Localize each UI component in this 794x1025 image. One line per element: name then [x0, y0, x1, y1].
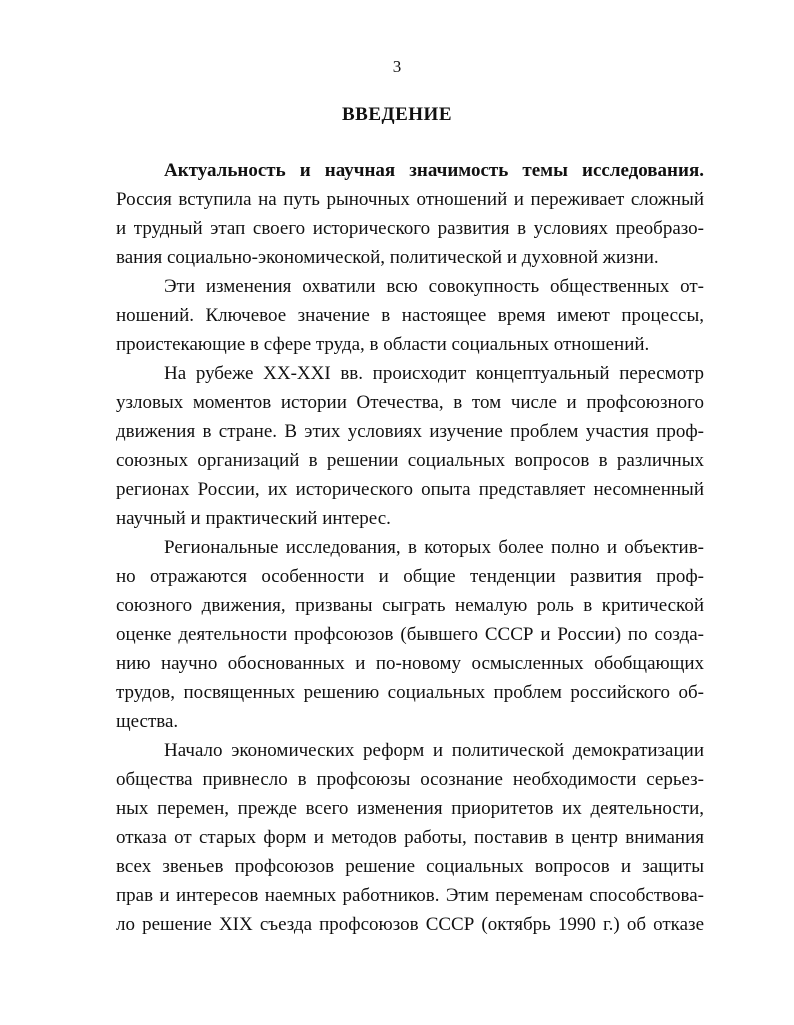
text-line: и трудный этап своего исторического развития в условиях преобразо- — [116, 218, 704, 239]
text-line: щества. — [116, 711, 179, 732]
text-line: проистекающие в сфере труда, в области социальных отношений. — [116, 334, 650, 355]
page-number: 3 — [392, 57, 402, 76]
text-line: но отражаются особенности и общие тенденции развития проф- — [116, 566, 704, 587]
text-line: прав и интересов наемных работников. Этим переменам способствова- — [116, 885, 704, 906]
text-line: общества привнесло в профсоюзы осознание необходимости серьез- — [116, 769, 704, 790]
text-line: Россия вступила на путь рыночных отношений и переживает сложный — [116, 189, 704, 210]
text-line: ло решение XIX съезда профсоюзов СССР (октябрь 1990 г.) об отказе — [116, 914, 704, 935]
text-line: ных перемен, прежде всего изменения приоритетов их деятельности, — [116, 798, 704, 819]
text-line: ношений. Ключевое значение в настоящее время имеют процессы, — [116, 305, 704, 326]
text-line: Эти изменения охватили всю совокупность общественных от- — [164, 276, 704, 297]
text-line: союзных организаций в решении социальных вопросов в различных — [116, 450, 704, 471]
text-line: Региональные исследования, в которых более полно и объектив- — [164, 537, 704, 558]
text-line: оценке деятельности профсоюзов (бывшего СССР и России) по созда- — [116, 624, 704, 645]
text-line: трудов, посвященных решению социальных проблем российского об- — [116, 682, 704, 703]
text-line: регионах России, их исторического опыта представляет несомненный — [116, 479, 704, 500]
text-line: всех звеньев профсоюзов решение социальных вопросов и защиты — [116, 856, 704, 877]
section-title: ВВЕДЕНИЕ — [342, 104, 452, 125]
subheading-line: Актуальность и научная значимость темы исследования. — [164, 160, 704, 181]
text-line: научный и практический интерес. — [116, 508, 391, 529]
text-line: отказа от старых форм и методов работы, поставив в центр внимания — [116, 827, 704, 848]
body-text — [116, 156, 704, 939]
text-line: движения в стране. В этих условиях изучение проблем участия проф- — [116, 421, 704, 442]
text-line: союзного движения, призваны сыграть немалую роль в критической — [116, 595, 704, 616]
text-line: нию научно обоснованных и по-новому осмысленных обобщающих — [116, 653, 704, 674]
text-line: Начало экономических реформ и политической демократизации — [164, 740, 704, 761]
text-line: вания социально-экономической, политической и духовной жизни. — [116, 247, 659, 268]
text-line: узловых моментов истории Отечества, в том числе и профсоюзного — [116, 392, 704, 413]
text-line: На рубеже XX-XXI вв. происходит концептуальный пересмотр — [164, 363, 704, 384]
